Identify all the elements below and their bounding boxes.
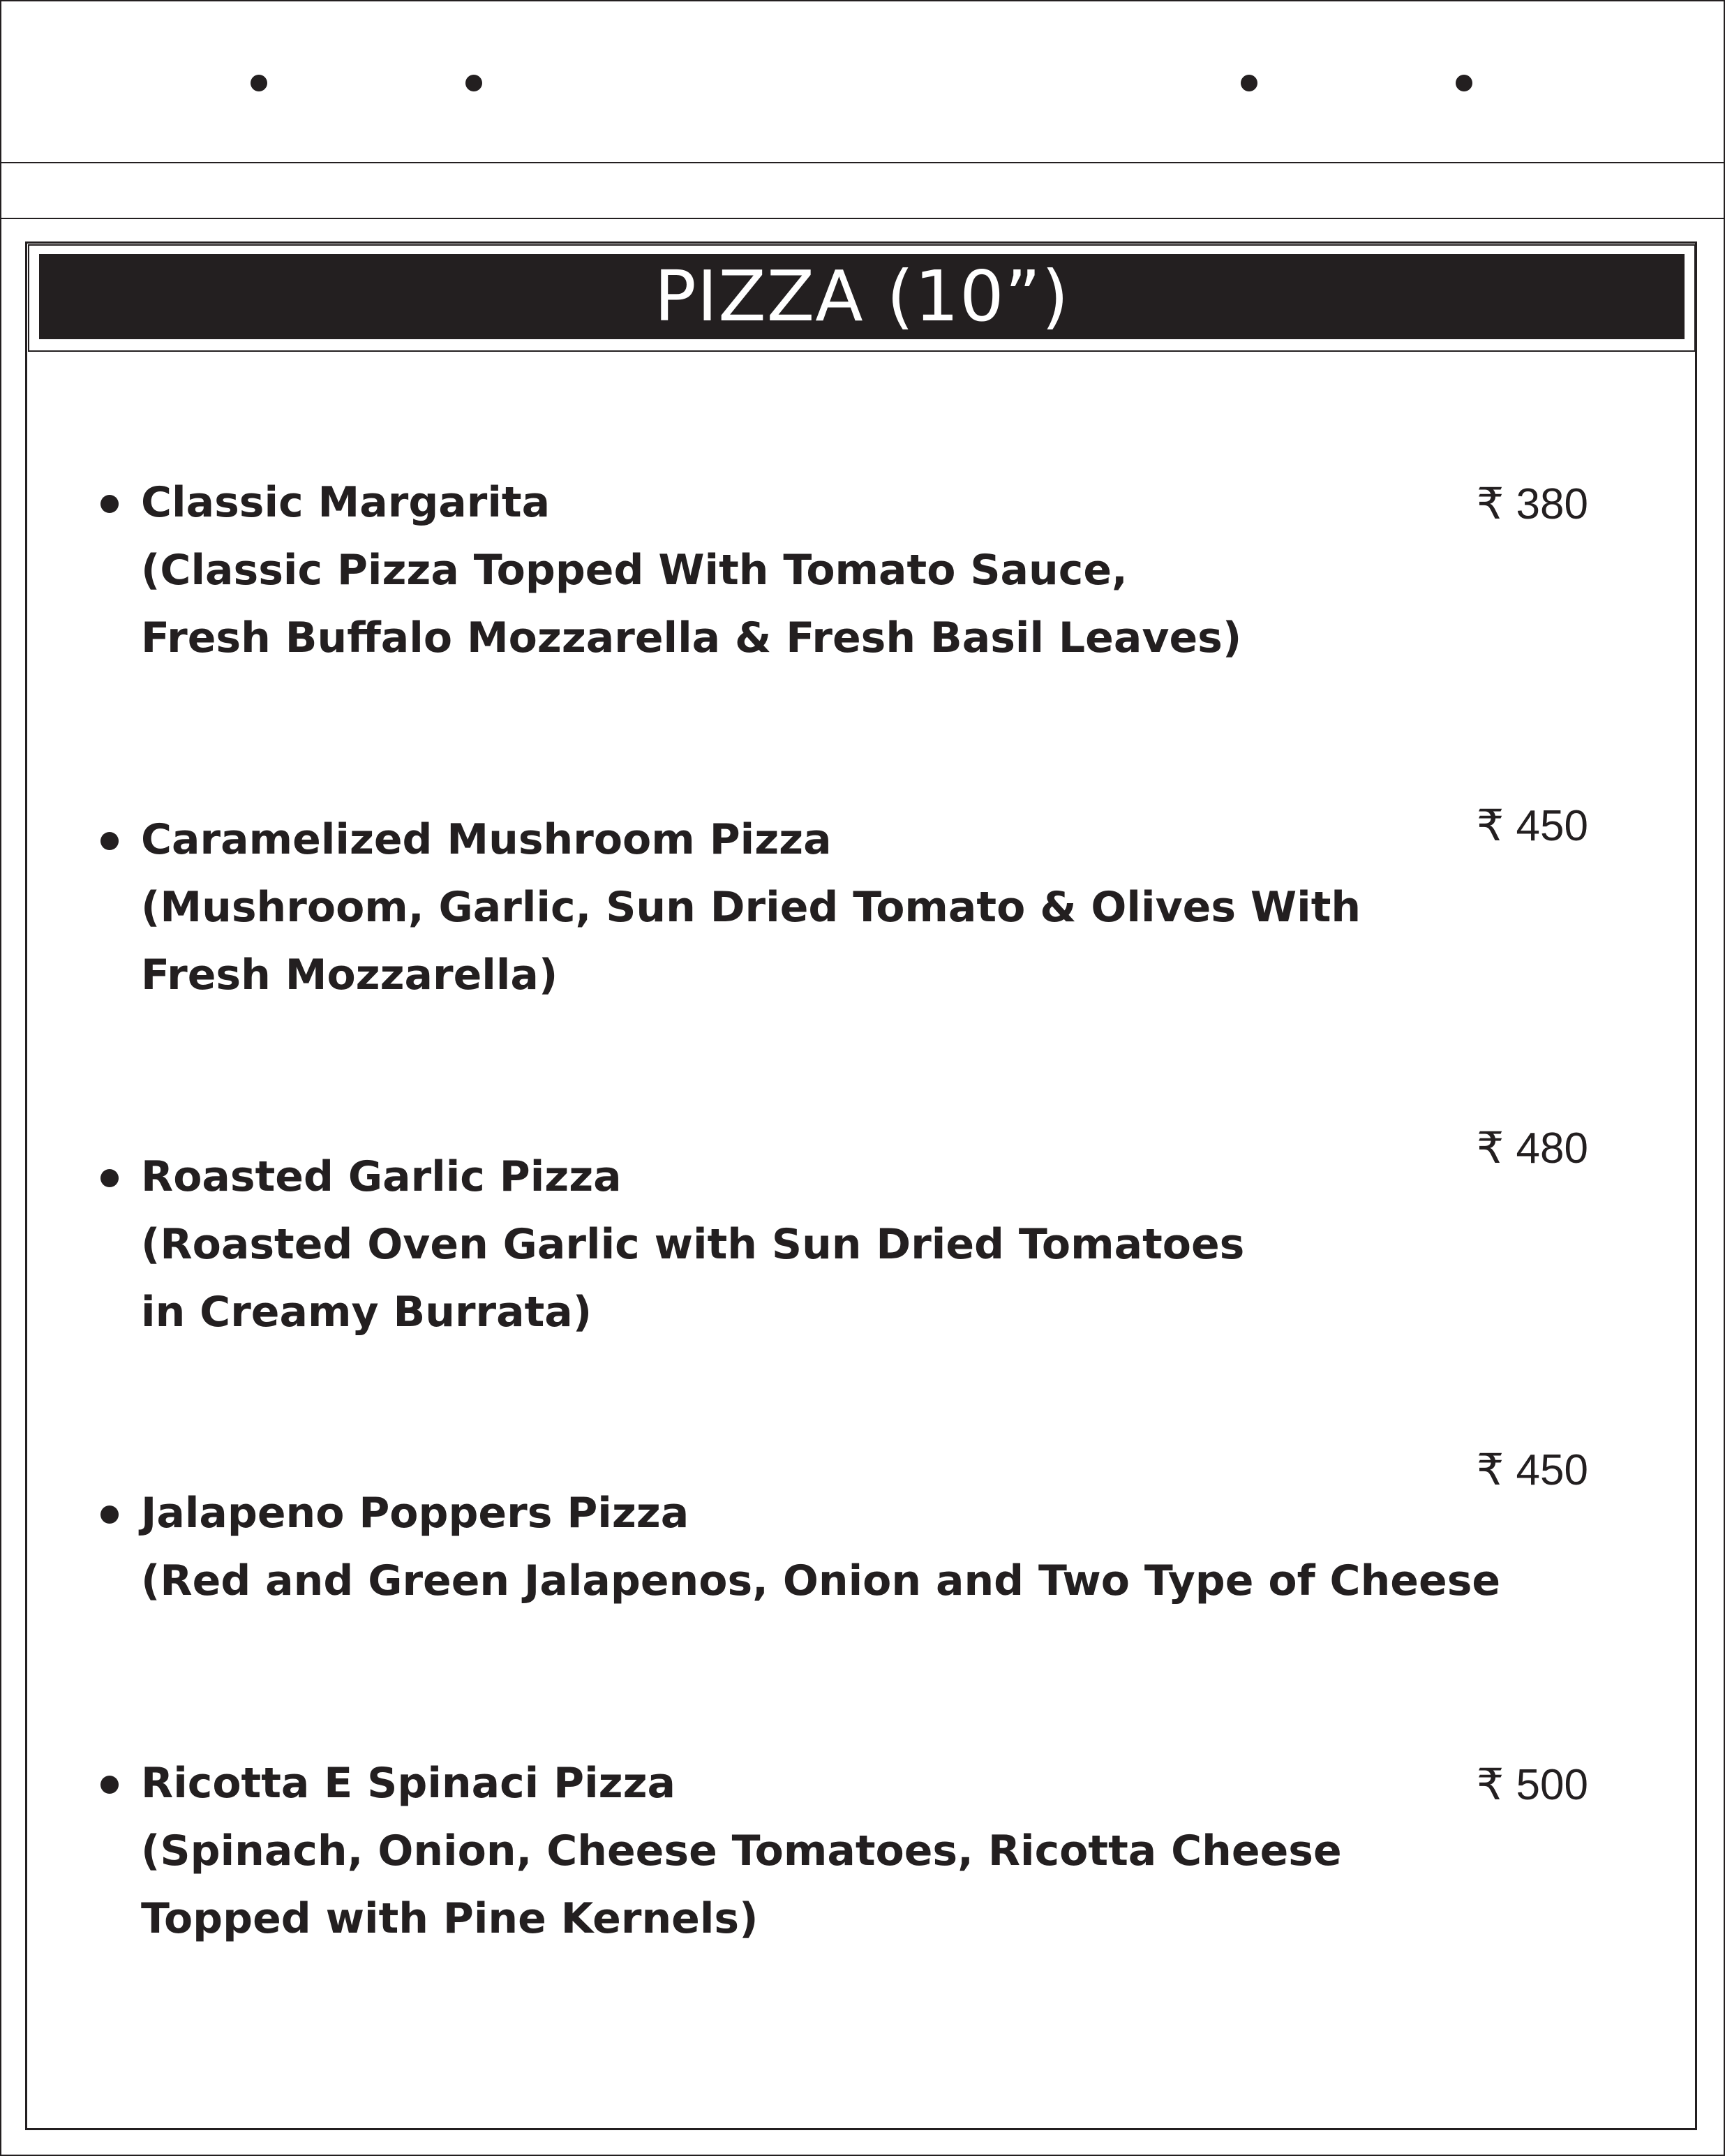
header-dot [1241,75,1257,91]
item-price: ₹ 450 [1476,1446,1588,1494]
item-description-line: (Roasted Oven Garlic with Sun Dried Tomatoes [141,1220,1245,1269]
item-name: Jalapeno Poppers Pizza [141,1489,689,1538]
item-description-line: (Spinach, Onion, Cheese Tomatoes, Ricotta Cheese [141,1827,1342,1875]
header-dot [465,75,482,91]
bullet-icon [100,1506,119,1524]
item-price: ₹ 500 [1476,1761,1588,1809]
item-description [141,1547,1500,1615]
item-price: ₹ 450 [1476,802,1588,850]
item-description-line: Topped with Pine Kernels) [141,1894,759,1943]
section-title: PIZZA (10”) [654,255,1070,337]
item-name: Ricotta E Spinaci Pizza [141,1759,675,1808]
item-description-line: in Creamy Burrata) [141,1288,592,1337]
item-price: ₹ 380 [1476,480,1588,528]
item-description [141,1211,1244,1346]
item-name: Roasted Garlic Pizza [141,1152,622,1201]
bullet-icon [100,1169,119,1187]
bullet-icon [100,832,119,850]
item-description [141,874,1361,1009]
item-description [141,537,1241,672]
item-description-line: Fresh Mozzarella) [141,951,558,999]
item-description [141,1817,1342,1953]
item-name: Classic Margarita [141,478,551,527]
bullet-icon [100,1776,119,1794]
header-dot [1456,75,1472,91]
section-title-bar [39,254,1685,339]
item-description-line: Fresh Buffalo Mozzarella & Fresh Basil Leaves) [141,614,1242,662]
item-description-line: (Mushroom, Garlic, Sun Dried Tomato & Olives With [141,883,1361,932]
bullet-icon [100,495,119,513]
header-divider [0,218,1725,219]
item-price: ₹ 480 [1476,1124,1588,1173]
header-band [0,0,1725,163]
item-name: Caramelized Mushroom Pizza [141,815,832,864]
item-description-line: (Classic Pizza Topped With Tomato Sauce, [141,546,1128,595]
header-dot [251,75,267,91]
item-description-line: (Red and Green Jalapenos, Onion and Two Type of Cheese [141,1556,1501,1605]
